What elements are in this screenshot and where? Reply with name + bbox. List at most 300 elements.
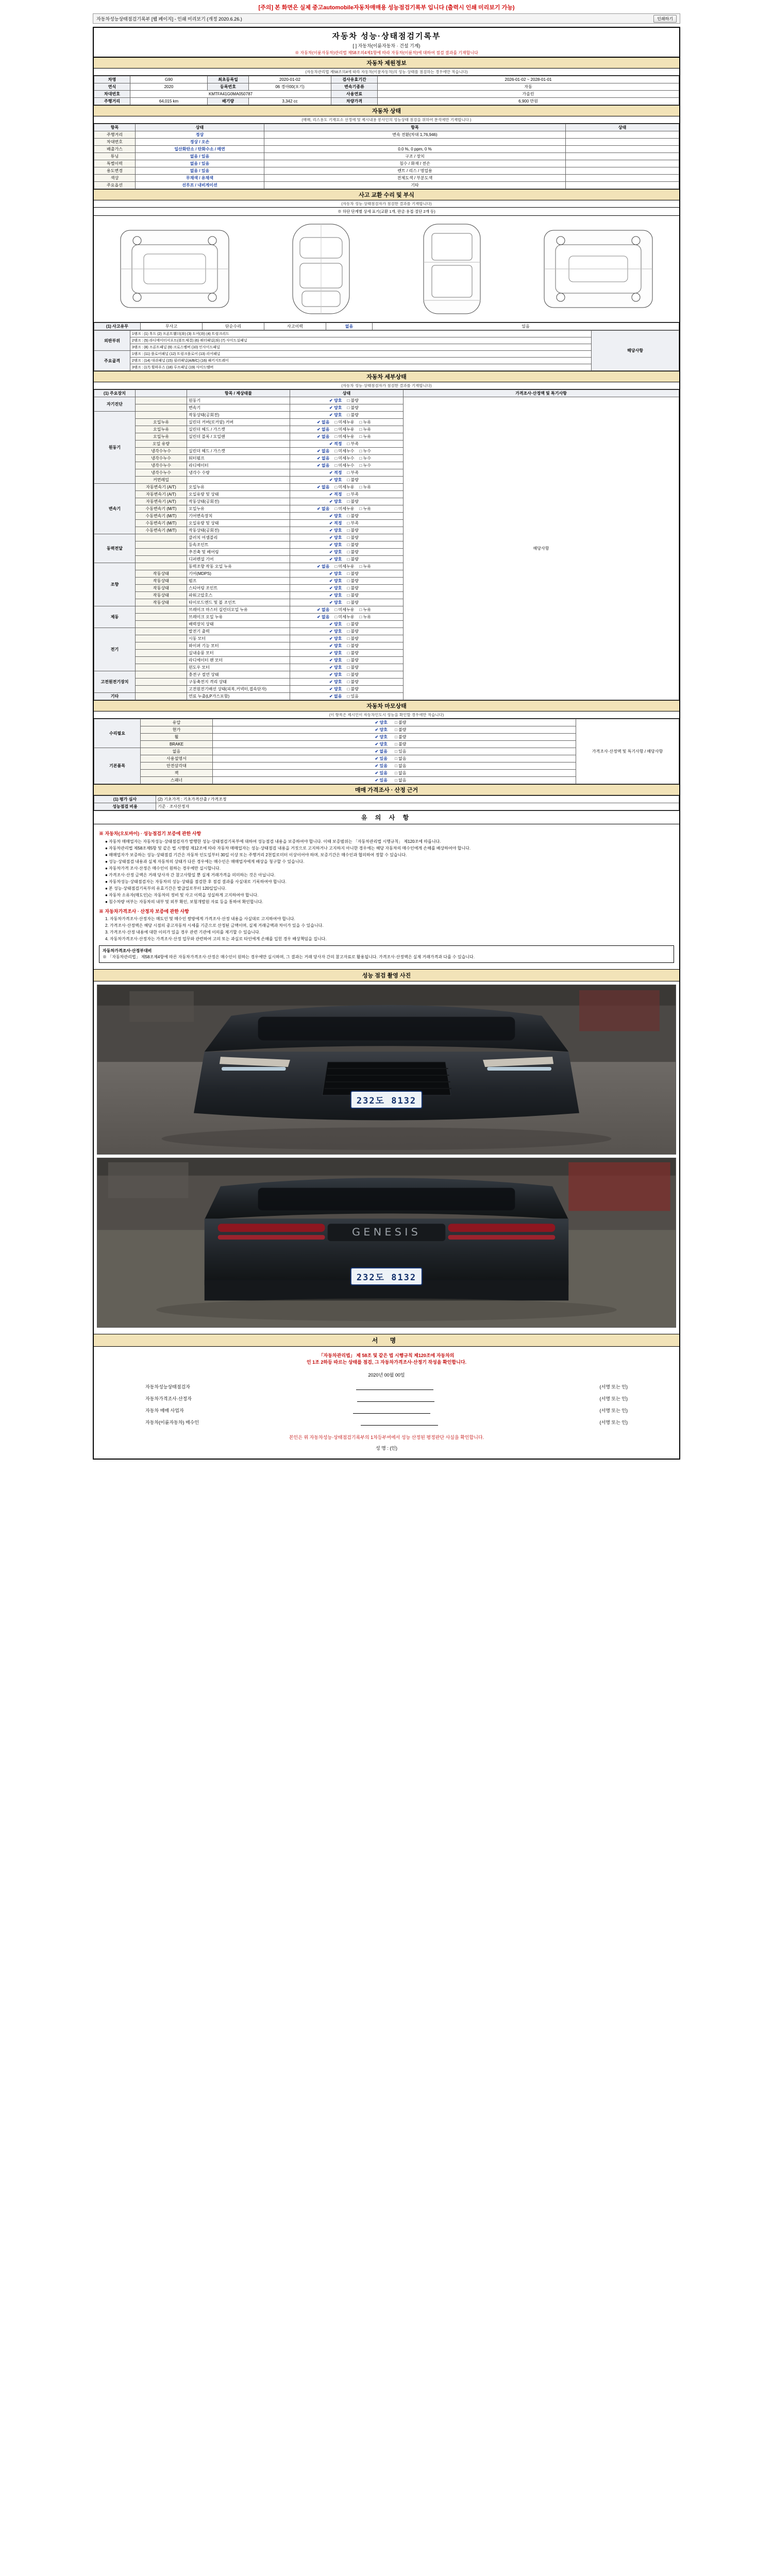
- detail-option-1-9-0[interactable]: ✔ 양호: [329, 478, 342, 482]
- tire-options-5[interactable]: [213, 755, 576, 762]
- tire-options-7[interactable]: [213, 770, 576, 777]
- tire-option-6-1[interactable]: □ 없음: [394, 764, 407, 768]
- tire-option-6-0[interactable]: ✔ 있음: [375, 764, 388, 768]
- table-row: [94, 323, 679, 330]
- table-row: [94, 98, 679, 105]
- detail-option-1-8-0[interactable]: ✔ 적정: [329, 470, 342, 475]
- detail-options-2-5[interactable]: [290, 520, 404, 527]
- price-row-value-1: 기준 · 조사산정자: [156, 803, 679, 810]
- detail-option-6-4-1[interactable]: □ 불량: [347, 658, 359, 663]
- signature-row: [145, 1383, 628, 1390]
- table-row: [94, 796, 679, 803]
- state-row-value-3[interactable]: 없음 / 있음: [136, 153, 264, 160]
- detail-option-7-0-0[interactable]: ✔ 양호: [329, 672, 342, 677]
- detail-option-2-1-0[interactable]: ✔ 적정: [329, 492, 342, 497]
- detail-sub-6-3: [136, 650, 187, 657]
- tire-option-3-0[interactable]: ✔ 양호: [375, 742, 388, 747]
- signature-field-2[interactable]: [353, 1408, 430, 1414]
- detail-option-7-1-0[interactable]: ✔ 양호: [329, 680, 342, 684]
- detail-option-1-4-0[interactable]: ✔ 적정: [329, 442, 342, 446]
- detail-item-1-0: 작동상태(공회전): [187, 412, 290, 419]
- detail-option-6-3-1[interactable]: □ 불량: [347, 651, 359, 655]
- detail-item-3-2: 추진축 및 베어링: [187, 549, 290, 556]
- detail-item-7-1: 구동축전지 격리 상태: [187, 679, 290, 686]
- detail-option-8-0-1[interactable]: □ 있음: [347, 694, 359, 699]
- detail-option-1-1-2[interactable]: □ 누유: [359, 420, 371, 425]
- detail-option-3-2-0[interactable]: ✔ 양호: [329, 550, 342, 554]
- detail-option-4-4-0[interactable]: ✔ 양호: [329, 593, 342, 598]
- tire-options-4[interactable]: [213, 748, 576, 755]
- tire-option-8-1[interactable]: □ 없음: [394, 778, 407, 783]
- value-first-reg: 2020-01-02: [249, 76, 331, 83]
- detail-option-4-0-0[interactable]: ✔ 없음: [317, 564, 330, 569]
- detail-options-0-1[interactable]: [290, 404, 404, 412]
- rear-photo: [97, 1158, 676, 1328]
- table-header-row: [94, 124, 679, 131]
- tire-item-8: 스패너: [141, 777, 213, 784]
- detail-option-6-0-0[interactable]: ✔ 양호: [329, 629, 342, 634]
- detail-option-3-0-1[interactable]: □ 불량: [347, 535, 359, 540]
- detail-options-3-2[interactable]: [290, 549, 404, 556]
- state-row-value-4[interactable]: 없음 / 있음: [136, 160, 264, 167]
- detail-option-2-3-1[interactable]: □ 미세누유: [334, 506, 355, 511]
- detail-option-4-2-1[interactable]: □ 불량: [347, 579, 359, 583]
- notice-paragraph-0-9: ● 침수차량 여부는 자동차의 내부 및 외부 확인, 보험개발원 자료 등을 통하여 확인합니다.: [105, 899, 263, 904]
- signature-row: [145, 1407, 628, 1414]
- detail-option-1-5-0[interactable]: ✔ 없음: [317, 449, 330, 453]
- detail-option-3-1-1[interactable]: □ 불량: [347, 543, 359, 547]
- detail-options-6-2[interactable]: [290, 642, 404, 650]
- detail-options-5-2[interactable]: [290, 621, 404, 628]
- label-displacement: 배기량: [208, 98, 249, 105]
- detail-option-5-0-2[interactable]: □ 누유: [359, 607, 371, 612]
- detail-item-5-1: 브레이크 오일 누유: [187, 614, 290, 621]
- state-row-value-2[interactable]: 일산화탄소 / 탄화수소 / 매연: [136, 146, 264, 153]
- accident-detail-table: [94, 330, 679, 371]
- state-row-value2-4: [566, 160, 679, 167]
- detail-option-1-0-1[interactable]: □ 불량: [347, 413, 359, 417]
- detail-item-1-1: 실린더 커버(로커암) 커버: [187, 419, 290, 426]
- tire-option-5-0[interactable]: ✔ 있음: [375, 756, 388, 761]
- tire-item-3: BRAKE: [141, 741, 213, 748]
- tire-table: [94, 719, 679, 784]
- detail-option-1-4-1[interactable]: □ 부족: [347, 442, 359, 446]
- detail-item-2-0: 오일누유: [187, 484, 290, 491]
- detail-option-5-2-1[interactable]: □ 불량: [347, 622, 359, 626]
- detail-options-6-1[interactable]: [290, 635, 404, 642]
- detail-options-4-1[interactable]: [290, 570, 404, 578]
- detail-options-5-1[interactable]: [290, 614, 404, 621]
- document-legal-note: ※ 자동차(이륜자동차)관리법 제58조의4제1항에 따라 자동차(이륜차)에 대하여 점검 결과를 기재합니다: [295, 50, 478, 55]
- detail-options-2-2[interactable]: [290, 498, 404, 505]
- detail-option-1-3-0[interactable]: ✔ 없음: [317, 434, 330, 439]
- detail-options-3-3[interactable]: [290, 556, 404, 563]
- tire-item-0: 유압: [141, 719, 213, 726]
- table-row: [94, 358, 679, 364]
- detail-option-3-3-1[interactable]: □ 불량: [347, 557, 359, 562]
- detail-options-3-0[interactable]: [290, 534, 404, 541]
- table-row: [94, 397, 679, 404]
- detail-option-6-1-1[interactable]: □ 불량: [347, 636, 359, 641]
- section-sub-tire: (이 항목은 제시인이 자동차인도시 성능을 확인할 경우에만 적습니다): [94, 711, 679, 719]
- detail-option-5-0-0[interactable]: ✔ 없음: [317, 607, 330, 612]
- label-transmission: 변속기종류: [331, 83, 378, 91]
- outer-rank-row-1: 2랭크 : (5) 라디에이터서포트(볼트체결) (6) 쿼터패널(좌) (7) 사이드실패널: [130, 337, 592, 344]
- detail-group-6: 전기: [94, 628, 136, 671]
- section-sub-detail: (자동차 성능·상태점검자가 점검한 결과를 기재합니다): [94, 382, 679, 389]
- detail-sub-0-1: [136, 404, 187, 412]
- state-row-label-3: 튜닝: [94, 153, 136, 160]
- detail-item-4-5: 타이로드엔드 및 볼 조인트: [187, 599, 290, 606]
- detail-option-3-3-0[interactable]: ✔ 양호: [329, 557, 342, 562]
- label-frame: 주요골격: [94, 351, 130, 371]
- detail-option-1-6-2[interactable]: □ 누수: [359, 456, 371, 461]
- tire-item-1: 현가: [141, 726, 213, 734]
- tire-option-4-0[interactable]: ✔ 없음: [375, 749, 388, 754]
- label-outer-panel: 외판부위: [94, 331, 130, 351]
- detail-option-1-7-0[interactable]: ✔ 없음: [317, 463, 330, 468]
- accident-right-option-1[interactable]: 있음: [373, 323, 679, 330]
- detail-sub-3-0: [136, 534, 187, 541]
- detail-option-2-2-1[interactable]: □ 불량: [347, 499, 359, 504]
- accident-note: ※ 하단 단계별 상세 표기(교환 1개, 판금·용접·절단 2개 등): [94, 208, 679, 216]
- detail-option-2-6-1[interactable]: □ 불량: [347, 528, 359, 533]
- detail-item-1-7: 라디에이터: [187, 462, 290, 469]
- detail-option-4-1-0[interactable]: ✔ 양호: [329, 571, 342, 576]
- outer-rank-row-0: 1랭크 : (1) 후드 (2) 프론트휀더(좌) (3) 도어(좌) (4) 트렁크리드: [130, 331, 592, 337]
- detail-option-1-2-0[interactable]: ✔ 없음: [317, 427, 330, 432]
- tire-remark-cell: 가격조사·산정액 및 특기사항 / 해당사항: [576, 719, 679, 784]
- signature-field-1[interactable]: [357, 1396, 434, 1402]
- detail-option-2-1-1[interactable]: □ 부족: [347, 492, 359, 497]
- notice-paragraph-0-2: ● 매매업자가 보증하는 성능·상태점검 기간은 자동차 인도일부터 30일 이상 또는 주행거리 2천킬로미터 이상이어야 하며, 보증기간은 매수인과 협의하여 정할 수 있습니다.: [105, 852, 407, 857]
- detail-option-1-5-1[interactable]: □ 미세누수: [334, 449, 355, 453]
- accident-right-option-0[interactable]: 없음: [326, 323, 373, 330]
- state-row-label2-3: 구조 / 장치: [264, 153, 566, 160]
- detail-option-6-0-1[interactable]: □ 불량: [347, 629, 359, 634]
- detail-option-5-0-1[interactable]: □ 미세누유: [334, 607, 355, 612]
- detail-option-2-5-0[interactable]: ✔ 적정: [329, 521, 342, 526]
- detail-option-4-0-2[interactable]: □ 누유: [359, 564, 371, 569]
- price-row-label-0: (1) 평가 심사: [94, 796, 156, 803]
- detail-option-1-6-1[interactable]: □ 미세누수: [334, 456, 355, 461]
- detail-option-6-2-0[interactable]: ✔ 양호: [329, 643, 342, 648]
- detail-option-3-2-1[interactable]: □ 불량: [347, 550, 359, 554]
- detail-options-0-0[interactable]: [290, 397, 404, 404]
- tire-options-0[interactable]: [213, 719, 576, 726]
- detail-options-7-1[interactable]: [290, 679, 404, 686]
- car-damage-diagram: [94, 216, 679, 323]
- detail-option-2-4-1[interactable]: □ 불량: [347, 514, 359, 518]
- detail-item-1-4: [187, 440, 290, 448]
- detail-option-1-3-1[interactable]: □ 미세누유: [334, 434, 355, 439]
- detail-option-5-1-0[interactable]: ✔ 없음: [317, 615, 330, 619]
- print-button[interactable]: 인쇄하기: [653, 15, 677, 23]
- signature-suffix-1: (서명 또는 인): [599, 1396, 628, 1401]
- state-row-label2-0: 변속 전환(차대 1,76,946): [264, 131, 566, 139]
- detail-options-6-4[interactable]: [290, 657, 404, 664]
- detail-option-4-2-0[interactable]: ✔ 양호: [329, 579, 342, 583]
- detail-option-1-3-2[interactable]: □ 누유: [359, 434, 371, 439]
- detail-option-2-0-1[interactable]: □ 미세누유: [334, 485, 355, 489]
- detail-options-1-9[interactable]: [290, 477, 404, 484]
- signature-footer: 본인은 위 자동차성능·상태점검기록부의 1차등부여에서 성능 산정된 평정판단 사실을 확인합니다.: [289, 1435, 484, 1440]
- section-sub-state: (매매, 리스용도 기재요소 선정에 및 제시내용 봉사인의 성능상태 점검을 위하여 분석에만 기재합니다.): [94, 116, 679, 124]
- detail-option-5-2-0[interactable]: ✔ 양호: [329, 622, 342, 626]
- accident-option-1[interactable]: 단순수리: [203, 323, 264, 330]
- detail-options-1-6[interactable]: [290, 455, 404, 462]
- detail-option-1-0-0[interactable]: ✔ 양호: [329, 413, 342, 417]
- detail-option-0-1-0[interactable]: ✔ 양호: [329, 405, 342, 410]
- detail-sub-1-5: 냉각수누수: [136, 448, 187, 455]
- detail-option-1-5-2[interactable]: □ 누수: [359, 449, 371, 453]
- detail-option-1-8-1[interactable]: □ 부족: [347, 470, 359, 475]
- tire-options-2[interactable]: [213, 734, 576, 741]
- detail-option-4-3-1[interactable]: □ 불량: [347, 586, 359, 590]
- detail-option-4-0-1[interactable]: □ 미세누유: [334, 564, 355, 569]
- detail-col-sub: [136, 390, 187, 397]
- detail-options-4-4[interactable]: [290, 592, 404, 599]
- price-basis-table: [94, 795, 679, 810]
- detail-sub-7-1: [136, 679, 187, 686]
- detail-options-7-0[interactable]: [290, 671, 404, 679]
- rear-photo-image: [97, 1158, 676, 1327]
- state-row-value-6[interactable]: 무채색 / 유채색: [136, 175, 264, 182]
- table-row: [94, 331, 679, 337]
- detail-option-7-2-1[interactable]: □ 불량: [347, 687, 359, 691]
- detail-options-1-4[interactable]: [290, 440, 404, 448]
- detail-options-4-5[interactable]: [290, 599, 404, 606]
- detail-option-4-5-0[interactable]: ✔ 양호: [329, 600, 342, 605]
- state-row-value-5[interactable]: 없음 / 있음: [136, 167, 264, 175]
- state-row-value2-7: [566, 182, 679, 189]
- detail-option-2-4-0[interactable]: ✔ 양호: [329, 514, 342, 518]
- state-row-value-0[interactable]: 정상: [136, 131, 264, 139]
- detail-option-6-2-1[interactable]: □ 불량: [347, 643, 359, 648]
- section-sub-accident: (자동차 성능·상태점검자가 점검한 결과를 기재합니다): [94, 200, 679, 208]
- detail-options-2-6[interactable]: [290, 527, 404, 534]
- detail-options-2-3[interactable]: [290, 505, 404, 513]
- detail-sub-1-7: 냉각수누수: [136, 462, 187, 469]
- detail-option-6-1-0[interactable]: ✔ 양호: [329, 636, 342, 641]
- detail-option-6-3-0[interactable]: ✔ 양호: [329, 651, 342, 655]
- detail-options-1-1[interactable]: [290, 419, 404, 426]
- notice-paragraph-1-1: 2. 가격조사·산정액은 해당 시점의 중고자동차 시세를 기준으로 산정된 금액이며, 실제 거래금액과 차이가 있을 수 있습니다.: [105, 923, 324, 928]
- signature-field-0[interactable]: [356, 1384, 433, 1390]
- tire-option-5-1[interactable]: □ 없음: [394, 756, 407, 761]
- state-row-value2-1: [566, 139, 679, 146]
- rear-license-plate: 232도 8132: [350, 1267, 423, 1285]
- detail-option-6-5-0[interactable]: ✔ 양호: [329, 665, 342, 670]
- detail-option-7-0-1[interactable]: □ 불량: [347, 672, 359, 677]
- value-car-name: G90: [130, 76, 208, 83]
- notice-boxed-text: ※ 「자동차관리법」 제58조제4항에 따른 자동차가격조사·산정은 매수인이 원하는 경우에만 실시하며, 그 결과는 거래 당사자 간의 참고자료로 활용됩니다. 가격조사·산정액은 실제 거래가격과 다를 수 있습니다.: [103, 955, 475, 959]
- tire-option-0-0[interactable]: ✔ 양호: [375, 720, 388, 725]
- detail-option-2-6-0[interactable]: ✔ 양호: [329, 528, 342, 533]
- detail-sub-7-0: [136, 671, 187, 679]
- tire-option-8-0[interactable]: ✔ 있음: [375, 778, 388, 783]
- detail-options-6-5[interactable]: [290, 664, 404, 671]
- detail-options-4-3[interactable]: [290, 585, 404, 592]
- detail-options-3-1[interactable]: [290, 541, 404, 549]
- detail-sub-8-0: [136, 693, 187, 700]
- detail-group-5: 제동: [94, 606, 136, 628]
- detail-item-3-1: 등속조인트: [187, 541, 290, 549]
- section-sub-basic: (자동차관리법 제58조의4에 따라 자동차(이륜자동차)의 성능·상태를 점검하는 경우에만 적습니다): [94, 69, 679, 76]
- price-row-label-1: 성능점검 비용: [94, 803, 156, 810]
- detail-option-6-5-1[interactable]: □ 불량: [347, 665, 359, 670]
- detail-option-4-1-1[interactable]: □ 불량: [347, 571, 359, 576]
- detail-options-1-7[interactable]: [290, 462, 404, 469]
- detail-item-7-2: 고전원전기배선 상태(피복,커넥터,접속단자): [187, 686, 290, 693]
- tire-option-2-1[interactable]: □ 불량: [394, 735, 407, 739]
- signature-field-3[interactable]: [361, 1420, 438, 1426]
- value-mileage: 64,015 km: [130, 98, 208, 105]
- detail-option-1-7-1[interactable]: □ 미세누수: [334, 463, 355, 468]
- detail-options-6-3[interactable]: [290, 650, 404, 657]
- detail-options-2-4[interactable]: [290, 513, 404, 520]
- frame-rank-row-2: 3랭크 : (17) 휠하우스 (18) 루프패널 (19) 사이드멤버: [130, 364, 592, 371]
- detail-options-6-0[interactable]: [290, 628, 404, 635]
- detail-option-2-3-2[interactable]: □ 누유: [359, 506, 371, 511]
- detail-item-5-0: 브레이크 마스터 실린더오일 누유: [187, 606, 290, 614]
- tire-option-4-1[interactable]: □ 있음: [394, 749, 407, 754]
- tire-option-7-0[interactable]: ✔ 있음: [375, 771, 388, 775]
- detail-sub-5-2: [136, 621, 187, 628]
- label-vin-row: 차대번호: [94, 91, 130, 98]
- detail-options-4-2[interactable]: [290, 578, 404, 585]
- detail-item-2-2: 작동상태(공회전): [187, 498, 290, 505]
- detail-option-4-3-0[interactable]: ✔ 양호: [329, 586, 342, 590]
- detail-group-3: 동력전달: [94, 534, 136, 563]
- tire-option-1-1[interactable]: □ 불량: [394, 727, 407, 732]
- detail-option-2-0-2[interactable]: □ 누유: [359, 485, 371, 489]
- detail-sub-0-0: [136, 397, 187, 404]
- state-row-label-1: 차대번호: [94, 139, 136, 146]
- state-row-value-7[interactable]: 선루프 / 내비게이션: [136, 182, 264, 189]
- detail-options-5-0[interactable]: [290, 606, 404, 614]
- table-header-row: [94, 390, 679, 397]
- detail-item-1-6: 워터펌프: [187, 455, 290, 462]
- detail-col-group: (1) 주요장치: [94, 390, 136, 397]
- detail-option-1-1-1[interactable]: □ 미세누유: [334, 420, 355, 425]
- detail-sub-1-3: 오일누유: [136, 433, 187, 440]
- section-head-basic: 자동차 제원정보: [94, 57, 679, 69]
- detail-option-5-1-1[interactable]: □ 미세누유: [334, 615, 355, 619]
- state-row-label2-7: 기타: [264, 182, 566, 189]
- accident-option-0[interactable]: 무사고: [141, 323, 203, 330]
- detail-option-1-9-1[interactable]: □ 불량: [347, 478, 359, 482]
- notice-paragraph-1-3: 4. 자동차가격조사·산정자는 가격조사·산정 업무와 관련하여 고의 또는 과실로 타인에게 손해를 입힌 경우 배상책임을 집니다.: [105, 937, 327, 941]
- label-accident-remark: 해당사항: [592, 331, 679, 371]
- notice-heading-0: ※ 자동차(오토바이) · 성능점검기 보증에 관한 사항: [99, 831, 201, 836]
- detail-sub-2-3: 수동변속기 (M/T): [136, 505, 187, 513]
- detail-options-1-0[interactable]: [290, 412, 404, 419]
- detail-option-7-2-0[interactable]: ✔ 양호: [329, 687, 342, 691]
- tire-option-1-0[interactable]: ✔ 양호: [375, 727, 388, 732]
- notice-paragraph-0-5: ● 가격조사·산정 금액은 거래 당사자 간 참고사항일 뿐 실제 거래가격을 의미하는 것은 아닙니다.: [105, 872, 276, 877]
- detail-options-8-0[interactable]: [290, 693, 404, 700]
- tire-options-3[interactable]: [213, 741, 576, 748]
- detail-options-1-5[interactable]: [290, 448, 404, 455]
- detail-sub-6-2: [136, 642, 187, 650]
- diagram-underbody-view: [408, 220, 496, 318]
- detail-item-6-4: 라디에이터 팬 모터: [187, 657, 290, 664]
- detail-options-1-8[interactable]: [290, 469, 404, 477]
- detail-option-0-0-1[interactable]: □ 불량: [347, 398, 359, 403]
- value-displacement: 3,342 cc: [249, 98, 331, 105]
- state-row-label2-1: [264, 139, 566, 146]
- detail-option-1-6-0[interactable]: ✔ 없음: [317, 456, 330, 461]
- detail-option-7-1-1[interactable]: □ 불량: [347, 680, 359, 684]
- detail-item-4-1: 기어(MDPS): [187, 570, 290, 578]
- detail-option-2-2-0[interactable]: ✔ 양호: [329, 499, 342, 504]
- detail-option-2-3-0[interactable]: ✔ 없음: [317, 506, 330, 511]
- diagram-top-view: [277, 220, 365, 318]
- state-row-value-1[interactable]: 정상 / 오손: [136, 139, 264, 146]
- detail-sub-2-2: 자동변속기 (A/T): [136, 498, 187, 505]
- state-row-value2-3: [566, 153, 679, 160]
- detail-option-3-1-0[interactable]: ✔ 양호: [329, 543, 342, 547]
- detail-option-1-1-0[interactable]: ✔ 없음: [317, 420, 330, 425]
- state-col-item2: 항목: [264, 124, 566, 131]
- detail-option-4-5-1[interactable]: □ 불량: [347, 600, 359, 605]
- tire-option-2-0[interactable]: ✔ 양호: [375, 735, 388, 739]
- table-row: [94, 83, 679, 91]
- signature-footer-name: 성 명 : (인): [375, 1446, 398, 1451]
- detail-option-0-0-0[interactable]: ✔ 양호: [329, 398, 342, 403]
- signature-role-3: 자동차(이륜자동차) 매수인: [145, 1420, 199, 1425]
- detail-option-1-2-1[interactable]: □ 미세누유: [334, 427, 355, 432]
- detail-options-1-3[interactable]: [290, 433, 404, 440]
- detail-option-1-7-2[interactable]: □ 누수: [359, 463, 371, 468]
- signature-role-0: 자동차성능상태점검자: [145, 1384, 190, 1389]
- state-row-label-2: 배출가스: [94, 146, 136, 153]
- value-vin: KMTFA41G0MA050787: [130, 91, 331, 98]
- notice-paragraph-1-2: 3. 가격조사·산정 내용에 대한 이의가 있을 경우 관련 기관에 이의를 제기할 수 있습니다.: [105, 930, 260, 935]
- tire-option-3-1[interactable]: □ 불량: [394, 742, 407, 747]
- detail-option-8-0-0[interactable]: ✔ 없음: [329, 694, 342, 699]
- signature-suffix-2: (서명 또는 인): [599, 1408, 628, 1413]
- detail-options-7-2[interactable]: [290, 686, 404, 693]
- detail-option-0-1-1[interactable]: □ 불량: [347, 405, 359, 410]
- tire-option-7-1[interactable]: □ 없음: [394, 771, 407, 775]
- tire-options-1[interactable]: [213, 726, 576, 734]
- detail-option-2-5-1[interactable]: □ 부족: [347, 521, 359, 526]
- detail-options-4-0[interactable]: [290, 563, 404, 570]
- state-row-label2-2: 0.0 %, 0 ppm, 0 %: [264, 146, 566, 153]
- detail-option-6-4-0[interactable]: ✔ 양호: [329, 658, 342, 663]
- tire-options-6[interactable]: [213, 762, 576, 770]
- detail-group-8: 기타: [94, 693, 136, 700]
- notice-paragraph-0-3: ● 성능·상태점검 내용과 실제 자동차의 상태가 다른 경우에는 매수인은 매매업자에게 배상을 청구할 수 있습니다.: [105, 859, 305, 864]
- detail-option-3-0-0[interactable]: ✔ 양호: [329, 535, 342, 540]
- detail-option-2-0-0[interactable]: ✔ 없음: [317, 485, 330, 489]
- notice-paragraph-0-0: ● 자동차 매매업자는 자동차성능·상태점검자가 발행한 성능·상태점검기록부에 대하여 성능점검 내용을 보증하여야 합니다. 이때 보증범위는 「자동차관리법 시행규칙」 제120조에 따릅니다.: [105, 839, 441, 844]
- tire-option-0-1[interactable]: □ 불량: [394, 720, 407, 725]
- section-head-price: 매매 가격조사 · 산정 근거: [94, 784, 679, 795]
- detail-option-5-1-2[interactable]: □ 누유: [359, 615, 371, 619]
- detail-sub-5-0: [136, 606, 187, 614]
- detail-options-2-0[interactable]: [290, 484, 404, 491]
- detail-options-1-2[interactable]: [290, 426, 404, 433]
- tire-options-8[interactable]: [213, 777, 576, 784]
- accident-option-2[interactable]: 사고이력: [264, 323, 326, 330]
- detail-options-2-1[interactable]: [290, 491, 404, 498]
- detail-item-8-0: 연료 누출(LP가스포함): [187, 693, 290, 700]
- detail-option-1-2-2[interactable]: □ 누유: [359, 427, 371, 432]
- detail-option-4-4-1[interactable]: □ 불량: [347, 593, 359, 598]
